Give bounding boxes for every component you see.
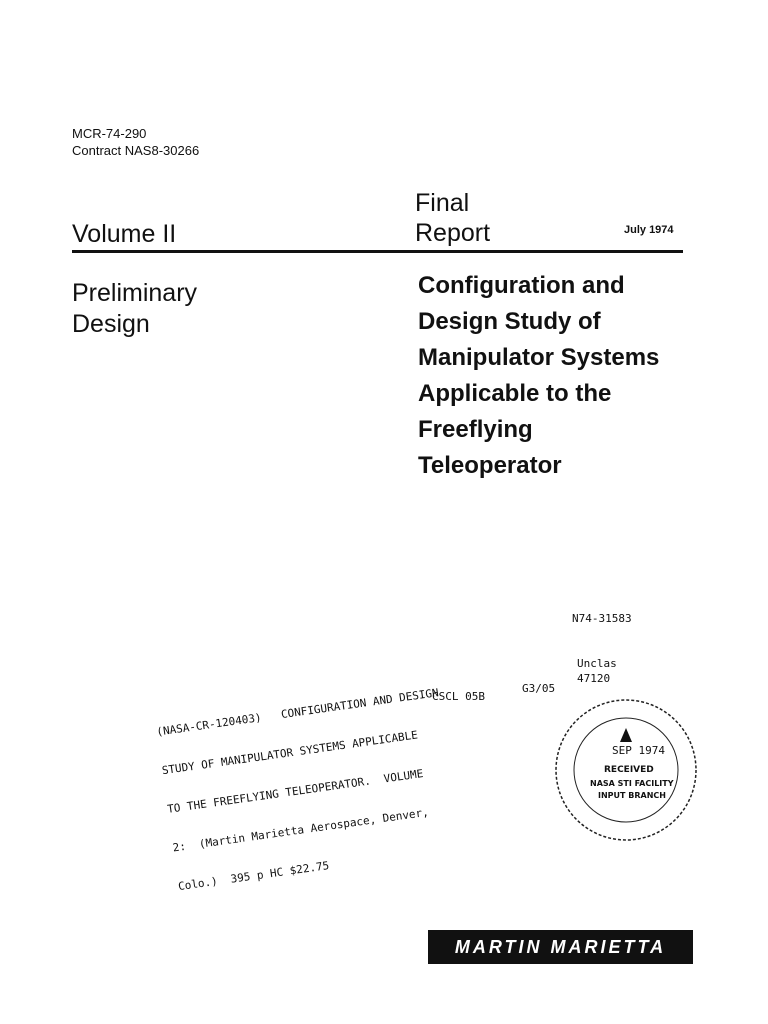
stamp-date: SEP 1974 <box>612 744 665 757</box>
report-type-line1: Final <box>415 189 470 217</box>
citation-line: TO THE FREEFLYING TELEOPERATOR. VOLUME <box>166 767 425 816</box>
volume-subtitle <box>72 278 197 340</box>
title-line: Teleoperator <box>418 452 562 479</box>
accession-number: N74-31583 <box>572 612 632 625</box>
classification-label: Unclas <box>577 657 617 670</box>
contract-number: Contract NAS8-30266 <box>72 143 200 158</box>
title-line: Design Study of <box>418 308 601 335</box>
report-number: MCR-74-290 <box>72 126 147 141</box>
classification <box>577 656 617 686</box>
volume-subtitle-line1: Preliminary <box>72 279 198 307</box>
title-line: Freeflying <box>418 416 533 443</box>
company-logo-text: MARTIN MARIETTA <box>454 936 667 957</box>
report-date: July 1974 <box>624 224 674 236</box>
volume-label: Volume II <box>72 220 177 248</box>
report-type-line2: Report <box>415 219 491 247</box>
cscl-code: CSCL 05B <box>432 690 485 703</box>
title-line: Configuration and <box>418 272 625 299</box>
citation-line: 2: (Martin Marietta Aerospace, Denver, <box>171 805 430 855</box>
stamp-received: RECEIVED <box>604 765 654 775</box>
volume-subtitle-line2: Design <box>72 310 150 338</box>
stamp-facility: NASA STI FACILITY <box>590 779 674 788</box>
received-stamp <box>552 696 700 844</box>
citation-line: STUDY OF MANIPULATOR SYSTEMS APPLICABLE <box>161 728 419 778</box>
stamp-branch: INPUT BRANCH <box>598 791 666 800</box>
report-title <box>418 268 708 484</box>
report-type <box>415 188 490 248</box>
title-line: Applicable to the <box>418 380 612 407</box>
citation-block <box>152 660 463 906</box>
company-logo <box>428 930 693 964</box>
title-line: Manipulator Systems <box>418 344 660 371</box>
document-identifiers <box>72 125 199 159</box>
header-rule <box>72 250 683 253</box>
category-code: G3/05 <box>522 682 556 695</box>
citation-line: (NASA-CR-120403) CONFIGURATION AND DESIGN <box>155 686 440 739</box>
citation-line: Colo.) 395 p HC $22.75 <box>177 859 330 894</box>
classification-number: 47120 <box>577 672 611 685</box>
